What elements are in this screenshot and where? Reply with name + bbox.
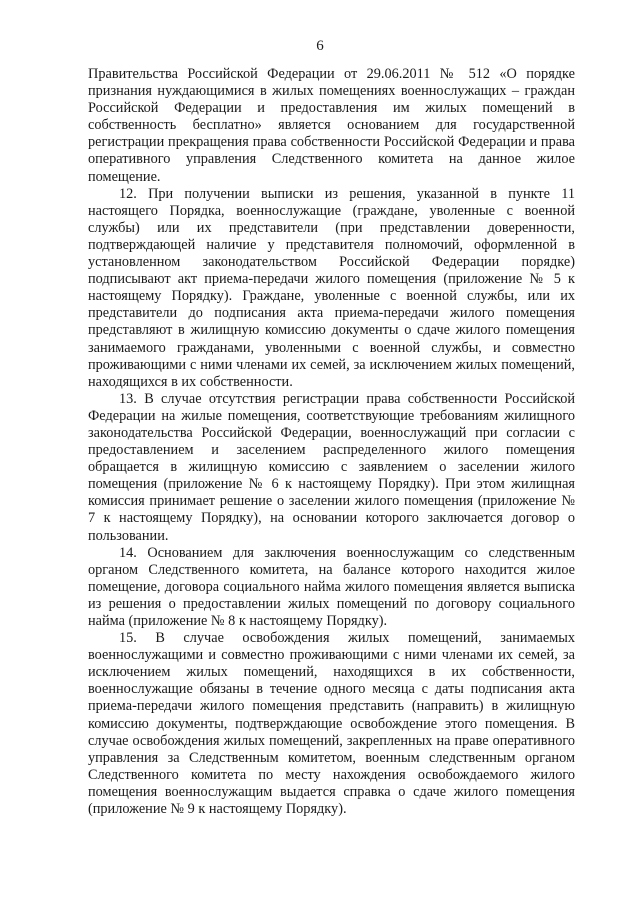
document-body bbox=[88, 66, 575, 818]
paragraph-14: 14. Основанием для заключения военнослужащим со следственным органом Следственного комитета, на балансе которого находится жилое помещение, договора социального найма жилого помещения является выписка из решения о предоставлении жилых помещений по договору социального найма (приложение № 8 к настоящему Порядку). bbox=[88, 544, 575, 629]
page-number: 6 bbox=[316, 38, 324, 54]
paragraph-15: 15. В случае освобождения жилых помещений, занимаемых военнослужащими и совместно проживающими с ними членами их семей, за исключением жилых помещений, находящихся в их собственности, военнослужащие обязаны в течение одного месяца с даты подписания акта приема-передачи жилого помещения представить (направить) в жилищную комиссию документы, подтверждающие освобождение этого помещения. В случае освобождения жилых помещений, закрепленных на праве оперативного управления за Следственным комитетом, военным следственным органом Следственного комитета по месту нахождения освобождаемого жилого помещения военнослужащим выдается справка о сдаче жилого помещения (приложение № 9 к настоящему Порядку). bbox=[88, 630, 575, 818]
paragraph-continuation: Правительства Российской Федерации от 29.06.2011 № 512 «О порядке признания нуждающимися в жилых помещениях военнослужащих – граждан Российской Федерации и предоставления им жилых помещений в собственность бесплатно» является основанием для государственной регистрации прекращения права собственности Российской Федерации и права оперативного управления Следственного комитета на данное жилое помещение. bbox=[88, 66, 575, 185]
paragraph-12: 12. При получении выписки из решения, указанной в пункте 11 настоящего Порядка, военнослужащие (граждане, уволенные с военной службы) или их представители (при представлении доверенности, подтверждающей наличие у представителя полномочий, оформленной в установленном законодательством Российской Федерации порядке) подписывают акт приема-передачи жилого помещения (приложение № 5 к настоящему Порядку). Граждане, уволенные с военной службы, или их представители до подписания акта приема-передачи жилого помещения представляют в жилищную комиссию документы о сдаче жилого помещения занимаемого гражданами, уволенными с военной службы, и совместно проживающими с ними членами их семей, за исключением жилых помещений, находящихся в их собственности. bbox=[88, 185, 575, 390]
paragraph-13: 13. В случае отсутствия регистрации права собственности Российской Федерации на жилые помещения, соответствующие требованиям жилищного законодательства Российской Федерации, военнослужащий при согласии с предоставлением и заселением распределенного жилого помещения обращается в жилищную комиссию с заявлением о заселении жилого помещения (приложение № 6 к настоящему Порядку). При этом жилищная комиссия принимает решение о заселении жилого помещения (приложение № 7 к настоящему Порядку), на основании которого заключается договор о пользовании. bbox=[88, 390, 575, 544]
